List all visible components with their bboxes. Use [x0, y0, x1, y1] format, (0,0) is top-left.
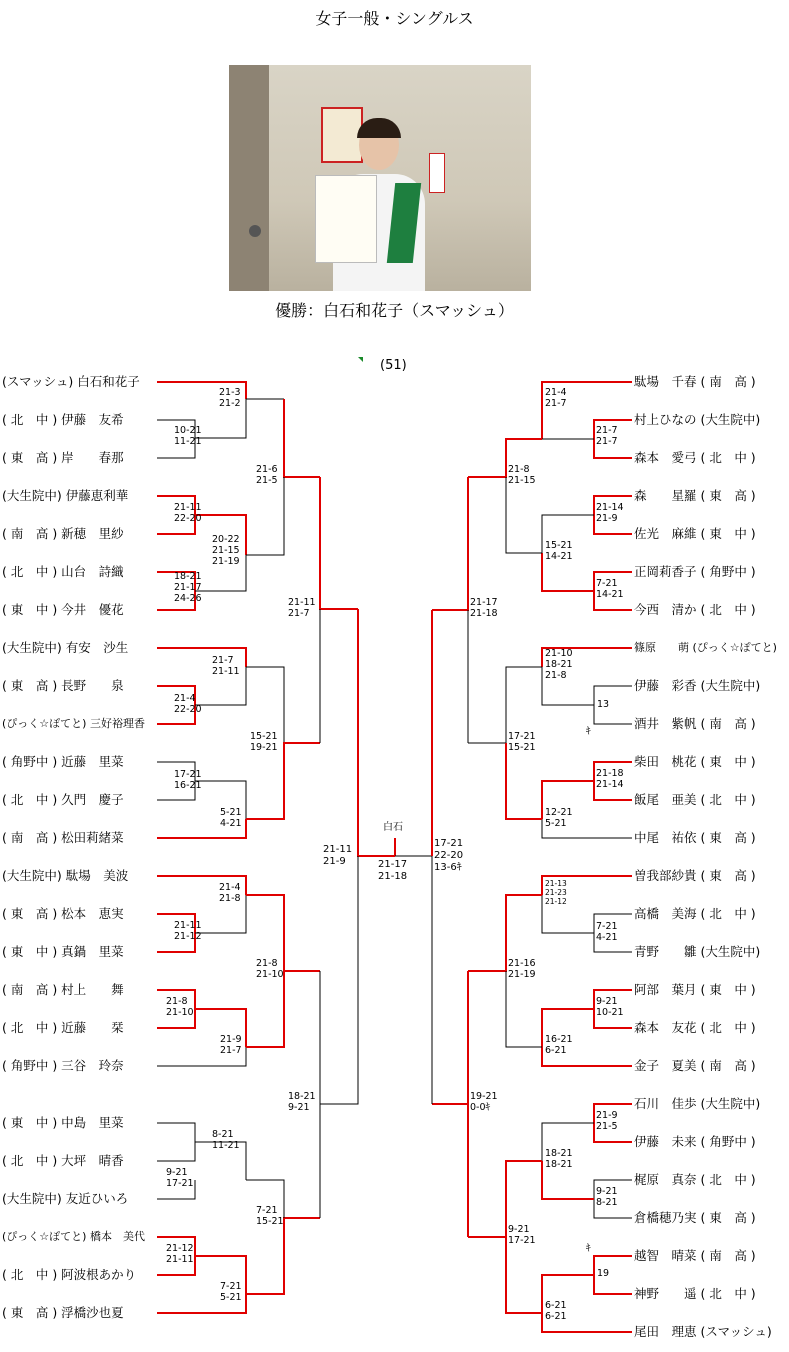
- left-player: ( 南 高 ) 松田莉緒菜: [2, 830, 124, 845]
- match-score: 21-9 21-5: [596, 1110, 618, 1132]
- match-score: 21-10 18-21 21-8: [545, 648, 573, 681]
- right-player: 正岡莉香子 ( 角野中 ): [634, 564, 756, 579]
- right-player: 酒井 紫帆 ( 南 高 ): [634, 716, 756, 731]
- left-player: ( 東 高 ) 松本 恵実: [2, 906, 124, 921]
- bracket-line: [246, 971, 284, 1047]
- right-player: 神野 遥 ( 北 中 ): [634, 1286, 756, 1301]
- left-player: ( 北 中 ) 大坪 晴香: [2, 1153, 124, 1168]
- match-score: 9-21 17-21: [166, 1167, 194, 1189]
- match-score: 21-12 21-11: [166, 1243, 194, 1265]
- right-player: 梶原 真奈 ( 北 中 ): [634, 1172, 756, 1187]
- left-player: (ぴっく☆ぽてと) 三好裕理香: [2, 717, 145, 730]
- match-score: 21-11 21-12: [174, 920, 202, 942]
- match-score: 7-21 15-21: [256, 1205, 284, 1227]
- match-score: 18-21 18-21: [545, 1148, 573, 1170]
- left-player: ( 東 中 ) 今井 優花: [2, 602, 124, 617]
- match-score: 18-21 9-21: [288, 1091, 316, 1113]
- right-player: 尾田 理恵 (スマッシュ): [634, 1324, 772, 1339]
- match-score: 21-8 21-10: [256, 958, 284, 980]
- match-score: 21-11 21-7: [288, 597, 316, 619]
- left-player: (ぴっく☆ぽてと) 橋本 美代: [2, 1230, 145, 1243]
- left-player: ( 北 中 ) 山台 詩織: [2, 564, 124, 579]
- match-score: 19-21 0-0ｷ: [470, 1091, 498, 1113]
- bracket-line: [246, 1218, 320, 1294]
- left-player: (大生院中) 有安 沙生: [2, 640, 129, 655]
- right-player: 駄場 千春 ( 南 高 ): [634, 374, 756, 389]
- right-player: 村上ひなの (大生院中): [634, 412, 761, 427]
- right-player: 今西 清か ( 北 中 ): [634, 602, 756, 617]
- right-player: 柴田 桃花 ( 東 中 ): [634, 754, 756, 769]
- right-player: 阿部 葉月 ( 東 中 ): [634, 982, 756, 997]
- match-score: 21-11 21-9: [323, 844, 353, 867]
- right-player: 森本 愛弓 ( 北 中 ): [634, 450, 756, 465]
- match-score: 21-18 21-14: [596, 768, 624, 790]
- bracket-line: [320, 856, 358, 1218]
- match-score: 17-21 22-20 13-6ｷ: [434, 838, 464, 873]
- right-player: 森 星羅 ( 東 高 ): [634, 488, 756, 503]
- left-player: ( 北 中 ) 近藤 栞: [2, 1020, 124, 1035]
- right-player: 倉橋穂乃実 ( 東 高 ): [634, 1210, 756, 1225]
- match-score: 7-21 4-21: [596, 921, 618, 943]
- right-player: 篠原 萌 (ぴっく☆ぽてと): [634, 641, 777, 654]
- match-score: 21-13 21-23 21-12: [545, 879, 567, 906]
- right-player: 飯尾 亜美 ( 北 中 ): [634, 792, 756, 807]
- match-score: 8-21 11-21: [212, 1129, 240, 1151]
- left-player: (スマッシュ) 白石和花子: [2, 374, 140, 389]
- left-player: ( 南 高 ) 村上 舞: [2, 982, 124, 997]
- match-score: 21-3 21-2: [219, 387, 241, 409]
- match-score: 21-4 22-20: [174, 693, 202, 715]
- entries-count: (51): [380, 358, 407, 373]
- left-player: ( 角野中 ) 近藤 里菜: [2, 754, 124, 769]
- walkover-mark: ｷ: [586, 726, 591, 737]
- bracket-line: [432, 477, 468, 610]
- bracket-line: [320, 477, 358, 609]
- right-player: 曽我部紗貴 ( 東 高 ): [634, 868, 756, 883]
- final-score: 21-17 21-18: [378, 859, 408, 882]
- match-score: 6-21 6-21: [545, 1300, 567, 1322]
- left-player: (大生院中) 友近ひいろ: [2, 1191, 129, 1206]
- winner-caption: 優勝：白石和花子（スマッシュ）: [275, 301, 514, 320]
- match-score: 5-21 4-21: [220, 807, 242, 829]
- page-title: 女子一般・シングルス: [315, 9, 474, 28]
- match-score: 20-22 21-15 21-19: [212, 534, 240, 567]
- left-player: ( 角野中 ) 三谷 玲奈: [2, 1058, 124, 1073]
- left-player: ( 南 高 ) 新穂 里紗: [2, 526, 124, 541]
- match-score: 21-8 21-15: [508, 464, 536, 486]
- walkover-mark: ｷ: [586, 1243, 591, 1254]
- match-score: 21-9 21-7: [220, 1034, 242, 1056]
- right-player: 金子 夏美 ( 南 高 ): [634, 1058, 756, 1073]
- left-player: (大生院中) 伊藤恵利華: [2, 488, 129, 503]
- bracket-line: [506, 971, 542, 1047]
- left-player: (大生院中) 駄場 美波: [2, 868, 129, 883]
- bracket-line: [358, 609, 395, 856]
- match-score: 21-4 21-7: [545, 387, 567, 409]
- match-score: 21-7 21-7: [596, 425, 618, 447]
- right-player: 中尾 祐依 ( 東 高 ): [634, 830, 756, 845]
- left-player: ( 東 中 ) 真鍋 里菜: [2, 944, 124, 959]
- match-score: 15-21 14-21: [545, 540, 573, 562]
- match-score: 21-17 21-18: [470, 597, 498, 619]
- match-score: 21-16 21-19: [508, 958, 536, 980]
- right-player: 石川 佳歩 (大生院中): [634, 1096, 761, 1111]
- right-player: 伊藤 未来 ( 角野中 ): [634, 1134, 756, 1149]
- match-score: 17-21 16-21: [174, 769, 202, 791]
- match-score: 18-21 21-17 24-26: [174, 571, 202, 604]
- left-player: ( 北 中 ) 阿波根あかり: [2, 1267, 137, 1282]
- match-score: 21-14 21-9: [596, 502, 624, 524]
- left-player: ( 東 高 ) 岸 春那: [2, 450, 124, 465]
- match-score: 9-21 17-21: [508, 1224, 536, 1246]
- match-score: 9-21 8-21: [596, 1186, 618, 1208]
- right-player: 森本 友花 ( 北 中 ): [634, 1020, 756, 1035]
- match-score: 9-21 10-21: [596, 996, 624, 1018]
- match-score: 21-8 21-10: [166, 996, 194, 1018]
- bracket-line: [284, 399, 320, 477]
- bracket-line: [246, 477, 284, 555]
- right-player: 青野 雛 (大生院中): [634, 944, 761, 959]
- match-score: 15-21 19-21: [250, 731, 278, 753]
- match-score: 13: [597, 699, 610, 710]
- bracket-line: [246, 743, 320, 819]
- bracket-line: [506, 477, 542, 553]
- left-player: ( 東 高 ) 長野 泉: [2, 678, 124, 693]
- match-score: 21-11 22-20: [174, 502, 202, 524]
- left-player: ( 東 中 ) 中島 里菜: [2, 1115, 124, 1130]
- match-score: 19: [597, 1268, 610, 1279]
- match-score: 7-21 5-21: [220, 1281, 242, 1303]
- bracket-line: [432, 971, 468, 1104]
- match-score: 17-21 15-21: [508, 731, 536, 753]
- left-player: ( 北 中 ) 久門 慶子: [2, 792, 124, 807]
- bracket-line: [506, 1237, 542, 1313]
- right-player: 佐光 麻維 ( 東 中 ): [634, 526, 756, 541]
- left-player: ( 北 中 ) 伊藤 友希: [2, 412, 124, 427]
- match-score: 10-21 11-21: [174, 425, 202, 447]
- left-player: ( 東 高 ) 浮橋沙也夏: [2, 1305, 124, 1320]
- match-score: 21-7 21-11: [212, 655, 240, 677]
- bracket-line: [320, 971, 358, 1104]
- match-score: 21-6 21-5: [256, 464, 278, 486]
- match-score: 21-4 21-8: [219, 882, 241, 904]
- bracket-line: [506, 743, 542, 819]
- right-player: 高橋 美海 ( 北 中 ): [634, 906, 756, 921]
- right-player: 越智 晴菜 ( 南 高 ): [634, 1248, 756, 1263]
- champion-label: 白石: [383, 822, 403, 833]
- right-player: 伊藤 彩香 (大生院中): [634, 678, 761, 693]
- match-score: 16-21 6-21: [545, 1034, 573, 1056]
- bracket-line: [157, 1123, 195, 1161]
- match-score: 7-21 14-21: [596, 578, 624, 600]
- match-score: 12-21 5-21: [545, 807, 573, 829]
